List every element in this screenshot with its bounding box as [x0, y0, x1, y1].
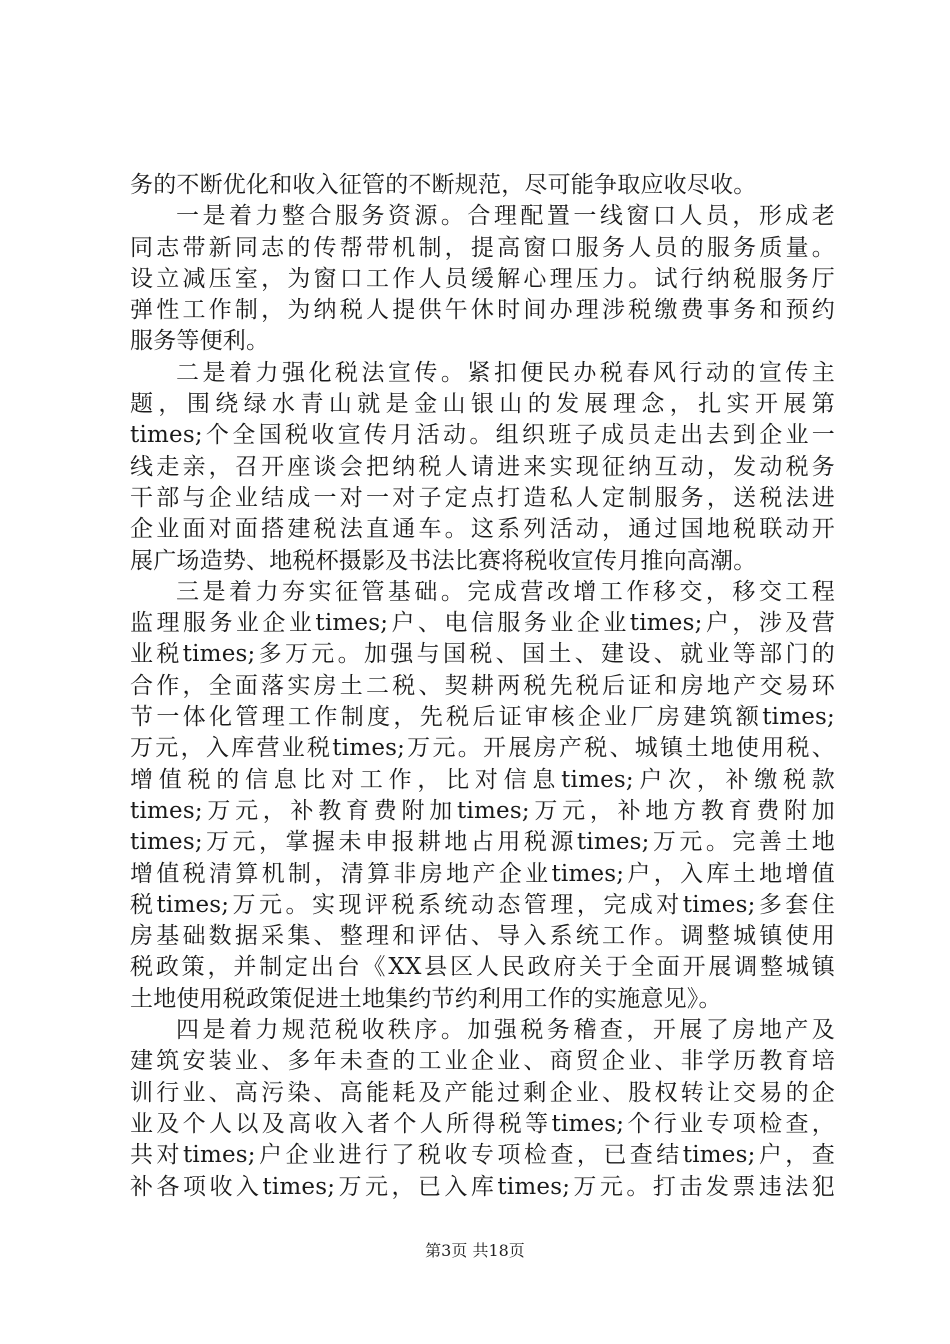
text-line: 务的不断优化和收入征管的不断规范，尽可能争取应收尽收。 — [130, 172, 757, 198]
text-line: 共对times;户企业进行了税收专项检查，已查结times;户，查 — [130, 1142, 835, 1169]
text-line: 二是着力强化税法宣传。紧扣便民办税春风行动的宣传主 — [176, 359, 835, 386]
text-line: 业及个人以及高收入者个人所得税等times;个行业专项检查， — [130, 1110, 835, 1137]
text-line: 一是着力整合服务资源。合理配置一线窗口人员，形成老 — [176, 203, 835, 230]
text-line: times;个全国税收宣传月活动。组织班子成员走出去到企业一 — [130, 422, 835, 449]
text-line: 补各项收入times;万元，已入库times;万元。打击发票违法犯 — [130, 1173, 835, 1200]
text-line: 三是着力夯实征管基础。完成营改增工作移交，移交工程 — [176, 578, 835, 605]
text-line: 税times;万元。实现评税系统动态管理，完成对times;多套住 — [130, 891, 835, 918]
text-line: 建筑安装业、多年未查的工业企业、商贸企业、非学历教育培 — [130, 1048, 835, 1075]
text-line: 展广场造势、地税杯摄影及书法比赛将税收宣传月推向高潮。 — [130, 547, 757, 574]
text-line: 业税times;多万元。加强与国税、国土、建设、就业等部门的 — [130, 641, 835, 668]
text-line: 节一体化管理工作制度，先税后证审核企业厂房建筑额times; — [130, 704, 835, 731]
text-line: times;万元，掌握未申报耕地占用税源times;万元。完善土地 — [130, 829, 835, 856]
text-line: 线走亲，召开座谈会把纳税人请进来实现征纳互动，发动税务 — [130, 453, 835, 480]
text-line: 增值税清算机制，清算非房地产企业times;户，入库土地增值 — [130, 860, 835, 887]
text-line: 干部与企业结成一对一对子定点打造私人定制服务，送税法进 — [130, 484, 835, 511]
text-line: 土地使用税政策促进土地集约节约利用工作的实施意见》。 — [130, 985, 722, 1012]
text-line: times;万元，补教育费附加times;万元，补地方教育费附加 — [130, 797, 835, 824]
text-line: 增值税的信息比对工作，比对信息times;户次，补缴税款 — [130, 766, 835, 793]
text-line: 训行业、高污染、高能耗及产能过剩企业、股权转让交易的企 — [130, 1079, 835, 1106]
text-line: 题，围绕绿水青山就是金山银山的发展理念，扎实开展第 — [130, 391, 835, 418]
text-line: 房基础数据采集、整理和评估、导入系统工作。调整城镇使用 — [130, 923, 835, 950]
document-body — [130, 170, 835, 1203]
text-line: 合作，全面落实房土二税、契耕两税先税后证和房地产交易环 — [130, 672, 835, 699]
text-line: 万元，入库营业税times;万元。开展房产税、城镇土地使用税、 — [130, 735, 835, 762]
text-line: 四是着力规范税收秩序。加强税务稽查，开展了房地产及 — [176, 1017, 835, 1044]
text-line: 设立减压室，为窗口工作人员缓解心理压力。试行纳税服务厅 — [130, 265, 835, 292]
text-line: 同志带新同志的传帮带机制，提高窗口服务人员的服务质量。 — [130, 234, 835, 261]
text-line: 服务等便利。 — [130, 328, 270, 355]
text-line: 弹性工作制，为纳税人提供午休时间办理涉税缴费事务和预约 — [130, 297, 835, 324]
page-footer: 第3页 共18页 — [425, 1241, 525, 1260]
text-line: 监理服务业企业times;户、电信服务业企业times;户，涉及营 — [130, 610, 835, 637]
text-line: 企业面对面搭建税法直通车。这系列活动，通过国地税联动开 — [130, 516, 835, 543]
text-line: 税政策，并制定出台《XX县区人民政府关于全面开展调整城镇 — [130, 954, 835, 981]
